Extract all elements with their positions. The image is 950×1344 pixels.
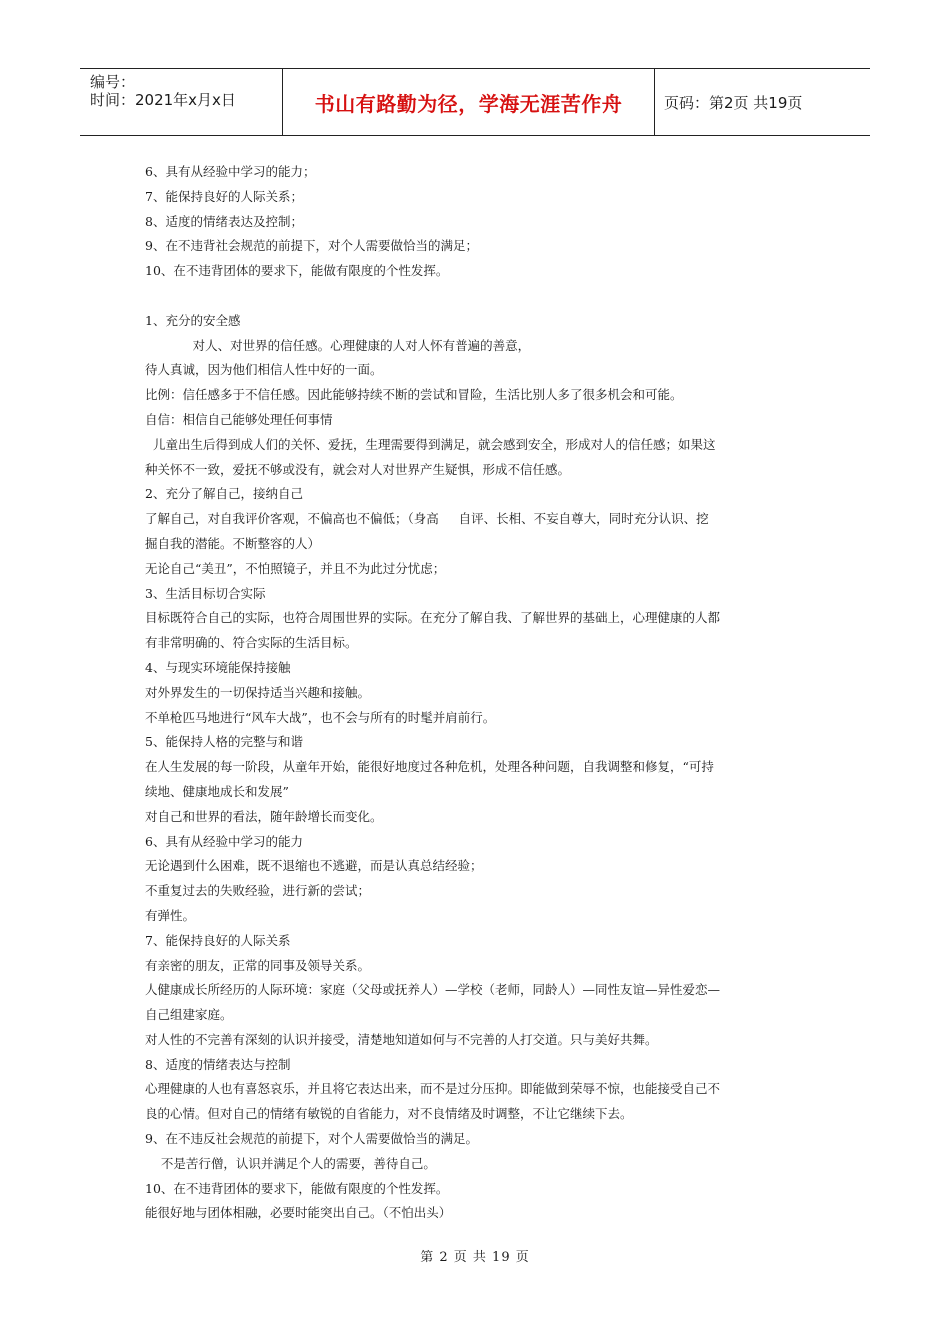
text-line: 儿童出生后得到成人们的关怀、爱抚，生理需要得到满足，就会感到安全，形成对人的信任感；如果这 — [145, 436, 716, 452]
text-line: 5、能保持人格的完整与和谐 — [145, 734, 303, 750]
blank-line — [145, 284, 810, 309]
text-line: 10、在不违背团体的要求下，能做有限度的个性发挥。 — [145, 263, 449, 279]
text-line: 比例：信任感多于不信任感。因此能够持续不断的尝试和冒险，生活比别人多了很多机会和可能。 — [145, 387, 683, 403]
text-line: 1、充分的安全感 — [145, 312, 241, 328]
header-page-cell — [655, 69, 870, 135]
text-line: 不是苦行僧，认识并满足个人的需要，善待自己。 — [145, 1155, 436, 1171]
text-line: 8、适度的情绪表达与控制 — [145, 1056, 291, 1072]
text-line: 有弹性。 — [145, 907, 196, 923]
text-line: 对自己和世界的看法，随年龄增长而变化。 — [145, 808, 383, 824]
text-line: 9、在不违反社会规范的前提下，对个人需要做恰当的满足。 — [145, 1131, 478, 1147]
text-line: 4、与现实环境能保持接触 — [145, 659, 291, 675]
text-line: 自信：相信自己能够处理任何事情 — [145, 411, 333, 427]
document-body — [145, 160, 810, 1226]
document-date-label: 时间：2021年x月x日 — [90, 91, 236, 109]
text-line: 2、充分了解自己，接纳自己 — [145, 486, 303, 502]
text-line: 自己组建家庭。 — [145, 1007, 233, 1023]
page-header — [80, 68, 870, 136]
text-line: 8、适度的情绪表达及控制； — [145, 213, 303, 229]
text-line: 良的心情。但对自己的情绪有敏锐的自省能力，对不良情绪及时调整，不让它继续下去。 — [145, 1106, 633, 1122]
text-line: 种关怀不一致，爱抚不够或没有，就会对人对世界产生疑惧，形成不信任感。 — [145, 461, 571, 477]
text-line: 能很好地与团体相融，必要时能突出自己。（不怕出头） — [145, 1205, 452, 1221]
text-line: 了解自己，对自我评价客观，不偏高也不偏低；（身高 自评、长相、不妄自尊大，同时充分认识、挖 — [145, 511, 709, 527]
text-line: 有亲密的朋友，正常的同事及领导关系。 — [145, 957, 371, 973]
text-line: 7、能保持良好的人际关系 — [145, 932, 291, 948]
text-line: 人健康成长所经历的人际环境：家庭（父母或抚养人）—学校（老师，同龄人）—同性友谊—异性爱恋— — [145, 982, 721, 998]
header-motto-cell — [283, 69, 655, 135]
text-line: 待人真诚，因为他们相信人性中好的一面。 — [145, 362, 383, 378]
text-line: 无论遇到什么困难，既不退缩也不逃避，而是认真总结经验； — [145, 858, 483, 874]
text-line: 不单枪匹马地进行“风车大战”，也不会与所有的时髦并肩前行。 — [145, 709, 496, 725]
text-line: 目标既符合自己的实际，也符合周围世界的实际。在充分了解自我、了解世界的基础上，心理健康的人都 — [145, 610, 721, 626]
header-meta-cell — [80, 69, 283, 135]
text-line: 在人生发展的每一阶段，从童年开始，能很好地度过各种危机，处理各种问题，自我调整和修复，“可持 — [145, 759, 714, 775]
text-line: 掘自我的潜能。不断整容的人） — [145, 535, 321, 551]
text-line: 对人性的不完善有深刻的认识并接受，清楚地知道如何与不完善的人打交道。只与美好共舞。 — [145, 1031, 658, 1047]
text-line: 3、生活目标切合实际 — [145, 585, 266, 601]
text-line: 6、具有从经验中学习的能力 — [145, 833, 303, 849]
text-line: 续地、健康地成长和发展” — [145, 783, 289, 799]
header-page-number: 页码：第2页 共19页 — [664, 93, 803, 112]
text-line: 10、在不违背团体的要求下，能做有限度的个性发挥。 — [145, 1180, 449, 1196]
text-line: 心理健康的人也有喜怒哀乐，并且将它表达出来，而不是过分压抑。即能做到荣辱不惊，也能接受自己不 — [145, 1081, 721, 1097]
text-line: 无论自己“美丑”，不怕照镜子，并且不为此过分忧虑； — [145, 560, 446, 576]
text-line: 不重复过去的失败经验，进行新的尝试； — [145, 883, 371, 899]
document-number-label: 编号： — [90, 73, 136, 91]
text-line: 9、在不违背社会规范的前提下，对个人需要做恰当的满足； — [145, 238, 478, 254]
text-line: 对外界发生的一切保持适当兴趣和接触。 — [145, 684, 371, 700]
text-line: 6、具有从经验中学习的能力； — [145, 164, 316, 179]
text-line: 有非常明确的、符合实际的生活目标。 — [145, 635, 358, 651]
text-line: 对人、对世界的信任感。心理健康的人对人怀有普遍的善意， — [145, 337, 531, 353]
text-line: 7、能保持良好的人际关系； — [145, 188, 303, 204]
header-motto: 书山有路勤为径，学海无涯苦作舟 — [314, 91, 623, 116]
page-footer: 第 2 页 共 19 页 — [420, 1250, 530, 1265]
